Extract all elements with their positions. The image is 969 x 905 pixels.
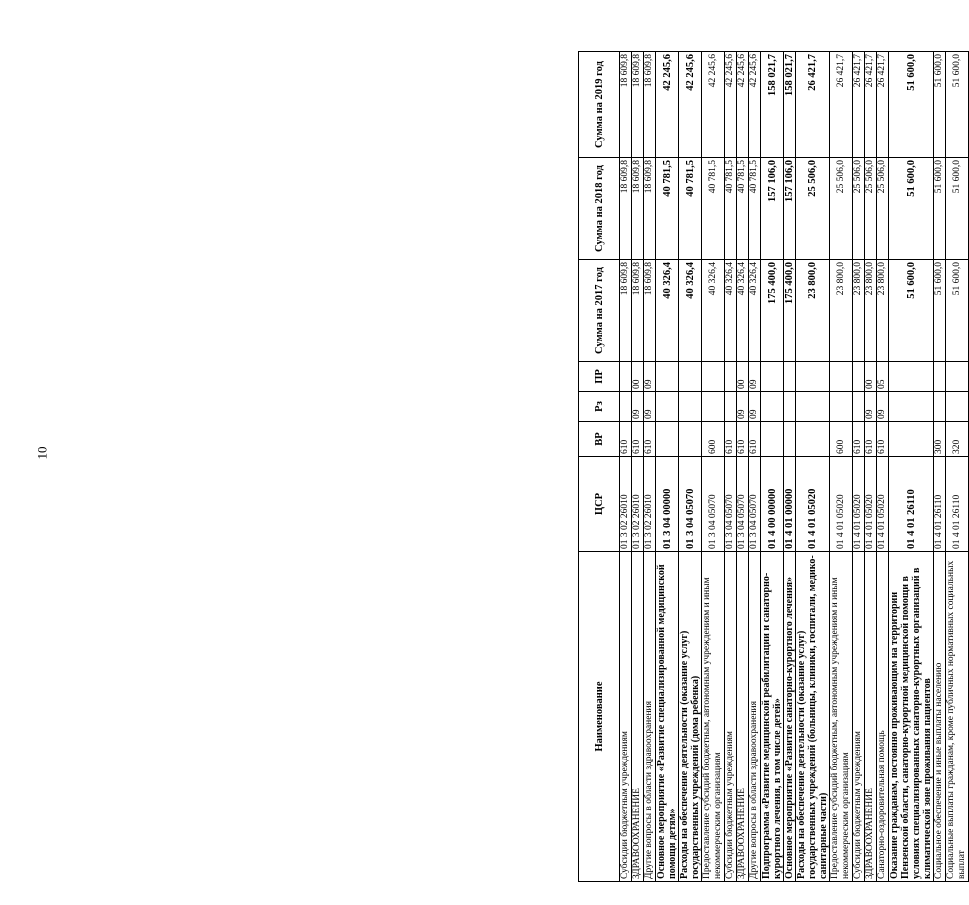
cell-2017: 23 800,0 xyxy=(853,260,865,362)
cell-csr: 01 4 00 00000 xyxy=(761,457,784,552)
cell-vr: 610 xyxy=(620,422,632,457)
cell-2017: 40 326,4 xyxy=(737,260,749,362)
table-row xyxy=(830,52,853,882)
cell-rz xyxy=(620,392,632,422)
cell-name: Другие вопросы в области здравоохранения xyxy=(749,552,761,882)
cell-pr: 00 xyxy=(737,362,749,392)
cell-pr xyxy=(934,362,946,392)
cell-2018: 40 781,5 xyxy=(737,158,749,260)
cell-2019: 42 245,6 xyxy=(656,52,679,158)
cell-rz xyxy=(889,392,934,422)
cell-name: Субсидии бюджетным учреждениям xyxy=(725,552,737,882)
cell-pr: 00 xyxy=(865,362,877,392)
cell-2017: 51 600,0 xyxy=(934,260,946,362)
cell-name: Другие вопросы в области здравоохранения xyxy=(644,552,656,882)
cell-rz xyxy=(725,392,737,422)
cell-pr: 09 xyxy=(644,362,656,392)
cell-vr: 610 xyxy=(725,422,737,457)
cell-name: Расходы на обеспечение деятельности (оказание услуг) государственных учреждений (дома ребенка) xyxy=(679,552,702,882)
cell-2017: 40 326,4 xyxy=(702,260,725,362)
cell-2018: 25 506,0 xyxy=(796,158,830,260)
cell-2019: 26 421,7 xyxy=(830,52,853,158)
cell-pr xyxy=(725,362,737,392)
cell-rz xyxy=(702,392,725,422)
cell-2019: 51 600,0 xyxy=(946,52,969,158)
rotated-page xyxy=(578,52,969,882)
cell-2018: 51 600,0 xyxy=(946,158,969,260)
cell-rz: 09 xyxy=(737,392,749,422)
cell-rz xyxy=(934,392,946,422)
cell-vr: 610 xyxy=(853,422,865,457)
cell-pr xyxy=(679,362,702,392)
cell-pr: 05 xyxy=(877,362,889,392)
cell-name: Предоставление субсидий бюджетным, автономным учреждениям и иным некоммерческим организациям xyxy=(702,552,725,882)
cell-csr: 01 3 04 00000 xyxy=(656,457,679,552)
cell-csr: 01 4 01 05020 xyxy=(865,457,877,552)
cell-2017: 18 609,8 xyxy=(620,260,632,362)
cell-rz xyxy=(830,392,853,422)
cell-rz xyxy=(679,392,702,422)
cell-rz xyxy=(796,392,830,422)
cell-2019: 18 609,8 xyxy=(632,52,644,158)
cell-2017: 51 600,0 xyxy=(889,260,934,362)
table-row xyxy=(853,52,865,882)
cell-name: Социальные выплаты гражданам, кроме публичных нормативных социальных выплат xyxy=(946,552,969,882)
cell-2017: 23 800,0 xyxy=(877,260,889,362)
cell-vr xyxy=(761,422,784,457)
cell-name: ЗДРАВООХРАНЕНИЕ xyxy=(865,552,877,882)
cell-name: Предоставление субсидий бюджетным, автономным учреждениям и иным некоммерческим организациям xyxy=(830,552,853,882)
cell-name: Санаторно-оздоровительная помощь xyxy=(877,552,889,882)
cell-pr xyxy=(889,362,934,392)
cell-2018: 40 781,5 xyxy=(656,158,679,260)
cell-rz xyxy=(784,392,796,422)
table-row xyxy=(725,52,737,882)
cell-2019: 26 421,7 xyxy=(865,52,877,158)
cell-2017: 40 326,4 xyxy=(679,260,702,362)
table-row xyxy=(737,52,749,882)
cell-rz: 09 xyxy=(877,392,889,422)
cell-2018: 25 506,0 xyxy=(865,158,877,260)
cell-2019: 42 245,6 xyxy=(702,52,725,158)
cell-2017: 175 400,0 xyxy=(784,260,796,362)
cell-pr: 09 xyxy=(749,362,761,392)
cell-vr xyxy=(656,422,679,457)
cell-2019: 26 421,7 xyxy=(796,52,830,158)
cell-2018: 25 506,0 xyxy=(830,158,853,260)
table-row xyxy=(644,52,656,882)
cell-2019: 18 609,8 xyxy=(620,52,632,158)
cell-vr: 600 xyxy=(702,422,725,457)
cell-pr xyxy=(761,362,784,392)
cell-csr: 01 4 01 00000 xyxy=(784,457,796,552)
cell-name: Основное мероприятие «Развитие санаторно-курортного лечения» xyxy=(784,552,796,882)
cell-pr: 00 xyxy=(632,362,644,392)
budget-table xyxy=(578,51,969,882)
cell-2017: 40 326,4 xyxy=(725,260,737,362)
header-csr: ЦСР xyxy=(579,457,620,552)
cell-2017: 23 800,0 xyxy=(830,260,853,362)
table-row xyxy=(946,52,969,882)
cell-rz xyxy=(946,392,969,422)
cell-csr: 01 3 04 05070 xyxy=(749,457,761,552)
cell-vr: 300 xyxy=(934,422,946,457)
cell-2018: 40 781,5 xyxy=(749,158,761,260)
cell-vr: 610 xyxy=(865,422,877,457)
cell-name: Социальное обеспечение и иные выплаты населению xyxy=(934,552,946,882)
cell-name: ЗДРАВООХРАНЕНИЕ xyxy=(737,552,749,882)
table-row xyxy=(749,52,761,882)
cell-2019: 158 021,7 xyxy=(784,52,796,158)
table-row xyxy=(620,52,632,882)
cell-2018: 51 600,0 xyxy=(889,158,934,260)
cell-2017: 23 800,0 xyxy=(865,260,877,362)
cell-csr: 01 4 01 26110 xyxy=(934,457,946,552)
cell-pr xyxy=(830,362,853,392)
cell-rz: 09 xyxy=(632,392,644,422)
cell-pr xyxy=(702,362,725,392)
cell-pr xyxy=(784,362,796,392)
table-row xyxy=(632,52,644,882)
cell-csr: 01 4 01 05020 xyxy=(853,457,865,552)
cell-name: Оказание гражданам, постоянно проживающим на территории Пензенской области, санаторно-курортной медицинской помощи в условиях специализированных санаторно-курортных организаций в климатической зоне проживания пациентов xyxy=(889,552,934,882)
cell-2017: 51 600,0 xyxy=(946,260,969,362)
cell-2018: 157 106,0 xyxy=(784,158,796,260)
cell-rz xyxy=(761,392,784,422)
cell-vr: 600 xyxy=(830,422,853,457)
cell-2018: 40 781,5 xyxy=(725,158,737,260)
cell-2019: 42 245,6 xyxy=(725,52,737,158)
cell-pr xyxy=(620,362,632,392)
cell-vr: 610 xyxy=(749,422,761,457)
cell-vr: 320 xyxy=(946,422,969,457)
cell-2019: 26 421,7 xyxy=(853,52,865,158)
cell-2017: 175 400,0 xyxy=(761,260,784,362)
cell-vr xyxy=(796,422,830,457)
header-pr: ПР xyxy=(579,362,620,392)
cell-name: Расходы на обеспечение деятельности (оказание услуг) государственных учреждений (больницы, клиники, госпитали, медико-санитарные части) xyxy=(796,552,830,882)
header-vr: ВР xyxy=(579,422,620,457)
cell-2019: 51 600,0 xyxy=(889,52,934,158)
cell-2018: 51 600,0 xyxy=(934,158,946,260)
cell-csr: 01 3 02 26010 xyxy=(620,457,632,552)
cell-vr: 610 xyxy=(877,422,889,457)
cell-2017: 18 609,8 xyxy=(644,260,656,362)
cell-pr xyxy=(946,362,969,392)
cell-2017: 40 326,4 xyxy=(749,260,761,362)
cell-2018: 18 609,8 xyxy=(620,158,632,260)
table-row xyxy=(784,52,796,882)
cell-rz: 09 xyxy=(865,392,877,422)
table-row xyxy=(889,52,934,882)
cell-vr xyxy=(889,422,934,457)
cell-csr: 01 3 04 05070 xyxy=(737,457,749,552)
cell-2018: 157 106,0 xyxy=(761,158,784,260)
cell-csr: 01 4 01 26110 xyxy=(946,457,969,552)
table-row xyxy=(702,52,725,882)
cell-2018: 25 506,0 xyxy=(853,158,865,260)
cell-rz: 09 xyxy=(749,392,761,422)
cell-rz xyxy=(853,392,865,422)
cell-csr: 01 4 01 05020 xyxy=(877,457,889,552)
cell-2019: 18 609,8 xyxy=(644,52,656,158)
cell-csr: 01 3 04 05070 xyxy=(702,457,725,552)
table-row xyxy=(796,52,830,882)
cell-2019: 42 245,6 xyxy=(679,52,702,158)
cell-vr: 610 xyxy=(737,422,749,457)
cell-csr: 01 4 01 05020 xyxy=(830,457,853,552)
table-body xyxy=(620,52,969,882)
cell-2018: 40 781,5 xyxy=(679,158,702,260)
cell-rz: 09 xyxy=(644,392,656,422)
cell-vr: 610 xyxy=(644,422,656,457)
header-2019: Сумма на 2019 год xyxy=(579,52,620,158)
cell-2018: 18 609,8 xyxy=(644,158,656,260)
header-2018: Сумма на 2018 год xyxy=(579,158,620,260)
table-row xyxy=(656,52,679,882)
cell-pr xyxy=(796,362,830,392)
cell-2018: 40 781,5 xyxy=(702,158,725,260)
cell-csr: 01 4 01 26110 xyxy=(889,457,934,552)
cell-name: Основное мероприятие «Развитие специализированной медицинской помощи детям» xyxy=(656,552,679,882)
header-row xyxy=(579,52,620,882)
table-row xyxy=(865,52,877,882)
cell-csr: 01 4 01 05020 xyxy=(796,457,830,552)
cell-vr xyxy=(784,422,796,457)
cell-2019: 51 600,0 xyxy=(934,52,946,158)
table-row xyxy=(679,52,702,882)
cell-2018: 18 609,8 xyxy=(632,158,644,260)
cell-2019: 26 421,7 xyxy=(877,52,889,158)
cell-vr xyxy=(679,422,702,457)
cell-rz xyxy=(656,392,679,422)
cell-pr xyxy=(853,362,865,392)
cell-name: ЗДРАВООХРАНЕНИЕ xyxy=(632,552,644,882)
table-row xyxy=(877,52,889,882)
cell-csr: 01 3 04 05070 xyxy=(679,457,702,552)
cell-2019: 158 021,7 xyxy=(761,52,784,158)
cell-csr: 01 3 02 26010 xyxy=(644,457,656,552)
table-row xyxy=(761,52,784,882)
table-row xyxy=(934,52,946,882)
cell-2019: 42 245,6 xyxy=(737,52,749,158)
cell-name: Субсидии бюджетным учреждениям xyxy=(853,552,865,882)
cell-2017: 18 609,8 xyxy=(632,260,644,362)
cell-2017: 23 800,0 xyxy=(796,260,830,362)
cell-name: Подпрограмма «Развитие медицинской реабилитации и санаторно-курортного лечения, в том числе детей» xyxy=(761,552,784,882)
cell-csr: 01 3 02 26010 xyxy=(632,457,644,552)
cell-2018: 25 506,0 xyxy=(877,158,889,260)
header-rz: Рз xyxy=(579,392,620,422)
cell-name: Субсидии бюджетным учреждениям xyxy=(620,552,632,882)
cell-vr: 610 xyxy=(632,422,644,457)
cell-2019: 42 245,6 xyxy=(749,52,761,158)
header-name: Наименование xyxy=(579,552,620,882)
page-number: 10 xyxy=(34,446,50,460)
header-2017: Сумма на 2017 год xyxy=(579,260,620,362)
cell-pr xyxy=(656,362,679,392)
cell-csr: 01 3 04 05070 xyxy=(725,457,737,552)
cell-2017: 40 326,4 xyxy=(656,260,679,362)
